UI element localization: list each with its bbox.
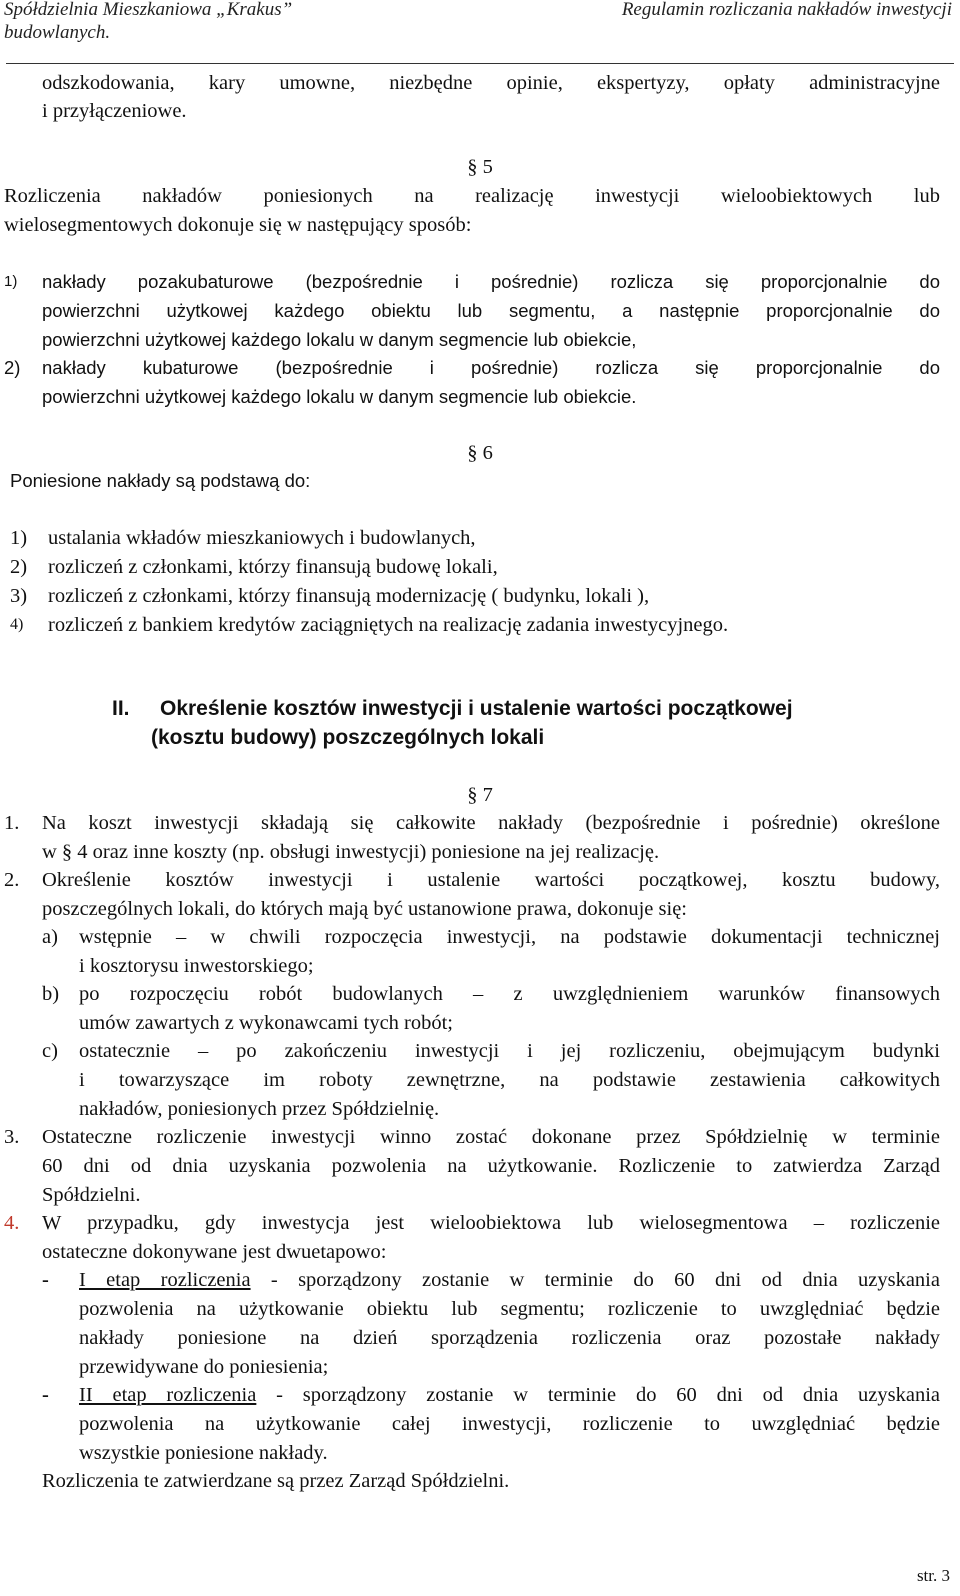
section-title-line-2: (kosztu budowy) poszczególnych lokali bbox=[151, 726, 545, 749]
s7-p1-line-1: Na koszt inwestycji składają się całkowite nakłady (bezpośrednie i pośrednie) określone bbox=[42, 812, 940, 834]
s7-p2-c-line-2: i towarzyszące im roboty zewnętrzne, na podstawie zestawienia całkowitych bbox=[79, 1069, 940, 1091]
s6-item-1-number: 1) bbox=[10, 527, 28, 549]
s7-p4-line-2: ostateczne dokonywane jest dwuetapowo: bbox=[42, 1241, 387, 1263]
s5-item-2-line-1: nakłady kubaturowe (bezpośrednie i pośrednie) rozlicza się proporcjonalnie do bbox=[42, 357, 940, 378]
s7-p2-c-line-1: ostatecznie – po zakończeniu inwestycji i jej rozliczeniu, obejmującym budynki bbox=[79, 1040, 940, 1062]
s7-p3-line-2: 60 dni od dnia uzyskania pozwolenia na użytkowanie. Rozliczenie to zatwierdza Zarząd bbox=[42, 1155, 940, 1177]
stage-1-line-4: przewidywane do poniesienia; bbox=[79, 1356, 329, 1378]
s5-item-1-line-1: nakłady pozakubaturowe (bezpośrednie i pośrednie) rozlicza się proporcjonalnie do bbox=[42, 271, 940, 292]
s6-item-4-number: 4) bbox=[10, 616, 24, 633]
stage-2-dash: - bbox=[42, 1384, 49, 1406]
stage-1-label: I etap rozliczenia bbox=[79, 1269, 251, 1291]
s5-lead-line-1: Rozliczenia nakładów poniesionych na realizację inwestycji wieloobiektowych lub bbox=[4, 185, 940, 207]
s7-p2-b-line-2: umów zawartych z wykonawcami tych robót; bbox=[79, 1012, 454, 1034]
stage-1-line-2: pozwolenia na użytkowanie obiektu lub segmentu; rozliczenie to uwzględniać będzie bbox=[79, 1298, 940, 1320]
section-mark-6: § 6 bbox=[467, 442, 493, 464]
s5-item-2-line-2: powierzchni użytkowej każdego lokalu w danym segmencie lub obiekcie. bbox=[42, 386, 637, 407]
s5-item-1-number: 1) bbox=[4, 273, 18, 290]
s7-p1-number: 1. bbox=[4, 812, 20, 834]
page-number: str. 3 bbox=[916, 1566, 950, 1585]
s7-p2-c-line-3: nakładów, poniesionych przez Spółdzielnię. bbox=[79, 1098, 440, 1120]
stage-2-rest: - sporządzony zostanie w terminie do 60 dni od dnia uzyskania bbox=[256, 1384, 940, 1406]
s5-lead-line-2: wielosegmentowych dokonuje się w następujący sposób: bbox=[4, 214, 472, 236]
s5-item-1-line-3: powierzchni użytkowej każdego lokalu w danym segmencie lub obiekcie, bbox=[42, 329, 637, 350]
s6-item-1-text: ustalania wkładów mieszkaniowych i budowlanych, bbox=[48, 527, 476, 549]
stage-2-line-2: pozwolenia na użytkowanie całej inwestycji, rozliczenie to uwzględniać będzie bbox=[79, 1413, 940, 1435]
intro-line-2: i przyłączeniowe. bbox=[42, 100, 187, 122]
header-divider bbox=[6, 63, 954, 64]
s7-p2-line-2: poszczególnych lokali, do których mają być ustanowione prawa, dokonuje się: bbox=[42, 898, 687, 920]
stage-2-line-1 bbox=[79, 1381, 940, 1410]
s7-p3-line-3: Spółdzielni. bbox=[42, 1184, 141, 1206]
s6-item-3-text: rozliczeń z członkami, którzy finansują modernizację ( budynku, lokali ), bbox=[48, 585, 650, 607]
s6-item-2-text: rozliczeń z członkami, którzy finansują budowę lokali, bbox=[48, 556, 498, 578]
section-mark-5: § 5 bbox=[467, 156, 493, 178]
s7-p2-c-label: c) bbox=[42, 1040, 58, 1062]
s7-p2-a-line-2: i kosztorysu inwestorskiego; bbox=[79, 955, 314, 977]
header-continuation: budowlanych. bbox=[4, 22, 111, 43]
s7-p2-a-line-1: wstępnie – w chwili rozpoczęcia inwestycji, na podstawie dokumentacji technicznej bbox=[79, 926, 940, 948]
stage-1-rest: - sporządzony zostanie w terminie do 60 dni od dnia uzyskania bbox=[250, 1269, 940, 1291]
s7-p3-line-1: Ostateczne rozliczenie inwestycji winno zostać dokonane przez Spółdzielnię w terminie bbox=[42, 1126, 940, 1148]
s6-lead: Poniesione nakłady są podstawą do: bbox=[10, 470, 311, 491]
s7-p2-line-1: Określenie kosztów inwestycji i ustalenie wartości początkowej, kosztu budowy, bbox=[42, 869, 940, 891]
s7-p1-line-2: w § 4 oraz inne koszty (np. obsługi inwestycji) poniesione na jej realizację. bbox=[42, 841, 660, 863]
section-roman-numeral: II. bbox=[112, 697, 130, 720]
s7-p2-number: 2. bbox=[4, 869, 20, 891]
s5-item-1-line-2: powierzchni użytkowej każdego obiektu lub segmentu, a następnie proporcjonalnie do bbox=[42, 300, 940, 321]
s7-p4-number: 4. bbox=[4, 1212, 20, 1234]
stage-2-line-3: wszystkie poniesione nakłady. bbox=[79, 1442, 328, 1464]
s6-item-2-number: 2) bbox=[10, 556, 28, 578]
s7-p2-a-label: a) bbox=[42, 926, 58, 948]
stage-1-line-1 bbox=[79, 1266, 940, 1295]
s7-p3-number: 3. bbox=[4, 1126, 20, 1148]
s5-item-2-number: 2) bbox=[4, 357, 21, 378]
stage-1-line-3: nakłady poniesione na dzień sporządzenia rozliczenia oraz pozostałe nakłady bbox=[79, 1327, 940, 1349]
header-org-name: Spółdzielnia Mieszkaniowa „Krakus” bbox=[4, 0, 293, 20]
header-document-title: Regulamin rozliczania nakładów inwestycji bbox=[621, 0, 952, 20]
intro-line-1: odszkodowania, kary umowne, niezbędne opinie, ekspertyzy, opłaty administracyjne bbox=[42, 72, 940, 94]
section-title-line-1: Określenie kosztów inwestycji i ustalenie wartości początkowej bbox=[160, 697, 793, 720]
s7-p2-b-line-1: po rozpoczęciu robót budowlanych – z uwzględnieniem warunków finansowych bbox=[79, 983, 940, 1005]
s7-p4-line-1: W przypadku, gdy inwestycja jest wieloobiektowa lub wielosegmentowa – rozliczenie bbox=[42, 1212, 940, 1234]
stage-2-label: II etap rozliczenia bbox=[79, 1384, 257, 1406]
section-mark-7: § 7 bbox=[467, 784, 493, 806]
s6-item-4-text: rozliczeń z bankiem kredytów zaciągniętych na realizację zadania inwestycyjnego. bbox=[48, 614, 729, 636]
s6-item-3-number: 3) bbox=[10, 585, 28, 607]
s7-p4-closing: Rozliczenia te zatwierdzane są przez Zarząd Spółdzielni. bbox=[42, 1470, 510, 1492]
s7-p2-b-label: b) bbox=[42, 983, 60, 1005]
stage-1-dash: - bbox=[42, 1269, 49, 1291]
